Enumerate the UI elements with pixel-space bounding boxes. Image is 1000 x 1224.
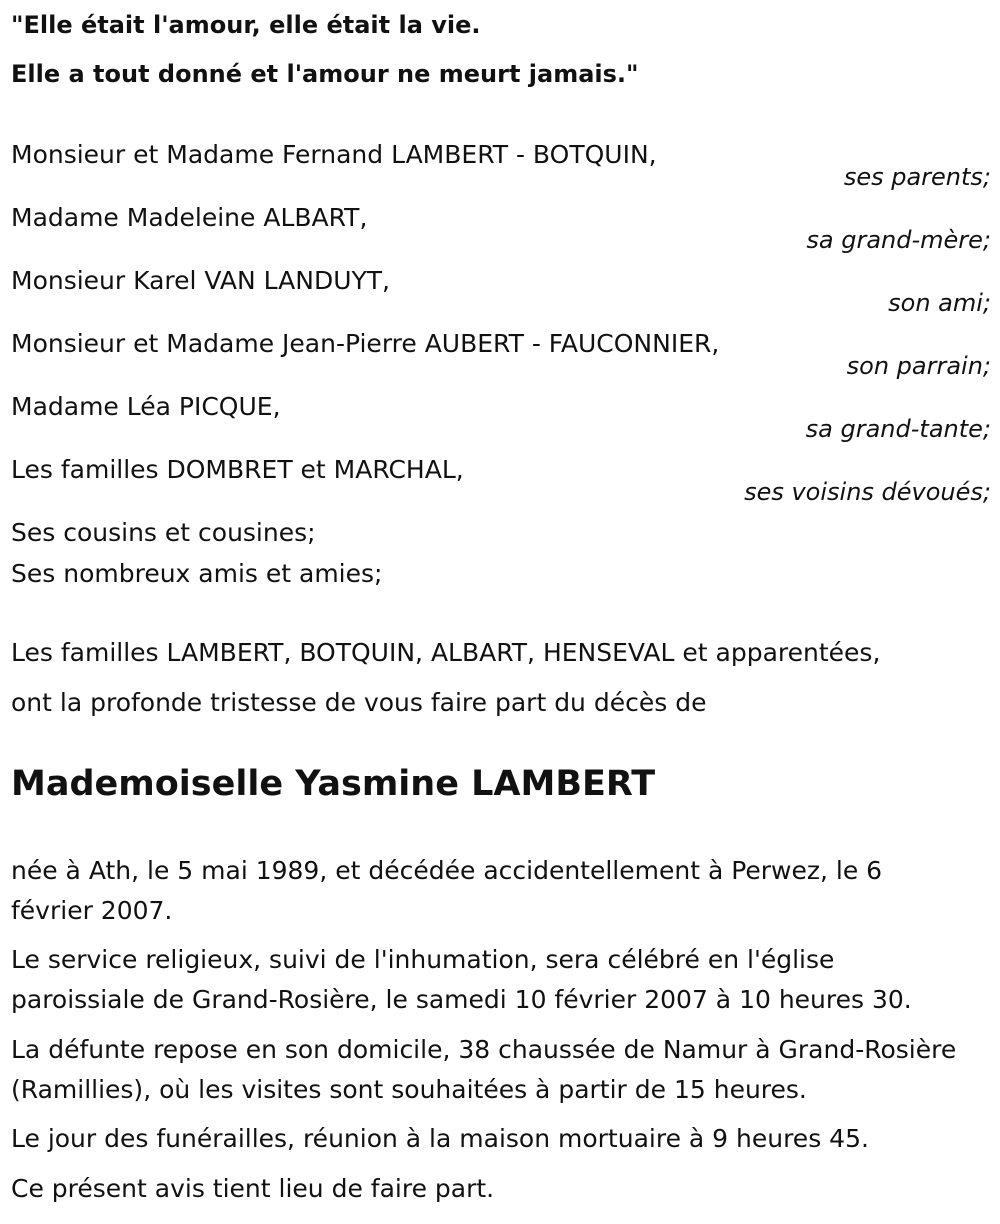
- family-entry: [11, 329, 991, 389]
- deceased-name: Mademoiselle Yasmine LAMBERT: [11, 764, 656, 804]
- family-member-role: sa grand-tante;: [805, 415, 991, 443]
- rest-paragraph: La défunte repose en son domicile, 38 chaussée de Namur à Grand-Rosière (Ramillies), où les visites sont souhaitées à partir de 15 heures.: [11, 1035, 957, 1104]
- family-entry: [11, 203, 991, 263]
- quote-line-1: "Elle était l'amour, elle était la vie.: [11, 11, 481, 39]
- friends-line: Ses nombreux amis et amies;: [11, 559, 383, 588]
- family-member-role: son parrain;: [846, 352, 991, 380]
- family-entry: [11, 455, 991, 515]
- family-entry: [11, 392, 991, 452]
- family-member-name: Monsieur et Madame Fernand LAMBERT - BOTQUIN,: [11, 140, 657, 169]
- family-member-name: Madame Madeleine ALBART,: [11, 203, 368, 232]
- family-entry: [11, 140, 991, 200]
- family-member-role: sa grand-mère;: [806, 226, 991, 254]
- family-member-name: Les familles DOMBRET et MARCHAL,: [11, 455, 464, 484]
- notice-paragraph: Ce présent avis tient lieu de faire part.: [11, 1174, 495, 1203]
- service-paragraph: Le service religieux, suivi de l'inhumation, sera célébré en l'église paroissiale de Grand-Rosière, le samedi 10 février 2007 à 10 heures 30.: [11, 945, 912, 1014]
- funeral-day-paragraph: Le jour des funérailles, réunion à la maison mortuaire à 9 heures 45.: [11, 1124, 869, 1153]
- announcement-line: ont la profonde tristesse de vous faire part du décès de: [11, 688, 707, 717]
- quote-line-2: Elle a tout donné et l'amour ne meurt jamais.": [11, 60, 639, 88]
- family-member-role: ses voisins dévoués;: [744, 478, 991, 506]
- cousins-line: Ses cousins et cousines;: [11, 518, 316, 547]
- family-member-name: Monsieur et Madame Jean-Pierre AUBERT - FAUCONNIER,: [11, 329, 720, 358]
- family-member-name: Madame Léa PICQUE,: [11, 392, 281, 421]
- families-line: Les familles LAMBERT, BOTQUIN, ALBART, HENSEVAL et apparentées,: [11, 638, 881, 667]
- family-entry: [11, 266, 991, 326]
- family-member-role: son ami;: [888, 289, 991, 317]
- family-member-name: Monsieur Karel VAN LANDUYT,: [11, 266, 391, 295]
- birth-death-paragraph: née à Ath, le 5 mai 1989, et décédée accidentellement à Perwez, le 6 février 2007.: [11, 856, 883, 925]
- family-member-role: ses parents;: [843, 163, 991, 191]
